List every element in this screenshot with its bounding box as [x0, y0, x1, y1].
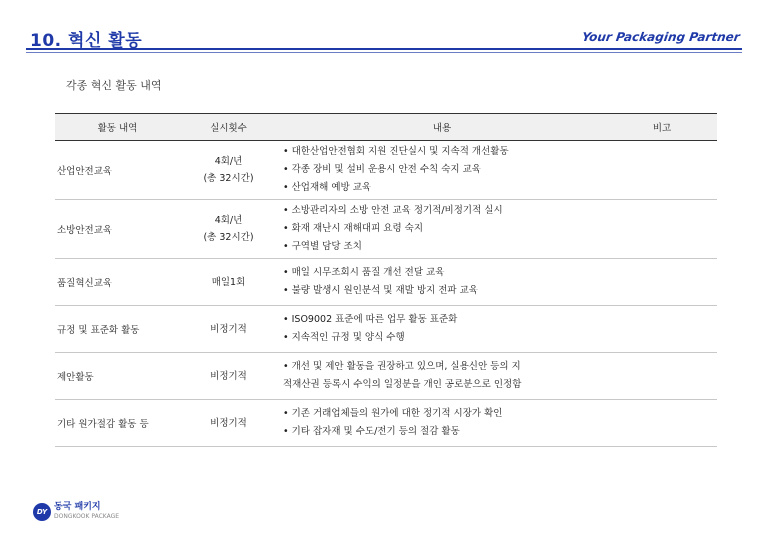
activity-cell: 품질혁신교육	[55, 259, 180, 306]
content-item: 적재산권 등록시 수익의 일정분을 개인 공로분으로 인정함	[283, 379, 522, 390]
activity-cell: 산업안전교육	[55, 141, 180, 200]
table-row	[55, 259, 717, 306]
column-header-note: 비고	[607, 114, 717, 141]
frequency-line: 매일1회	[211, 276, 246, 288]
content-cell	[277, 306, 607, 353]
activity-cell: 기타 원가절감 활동 등	[55, 400, 180, 447]
column-header-frequency: 실시횟수	[180, 114, 277, 141]
column-header-content: 내용	[277, 114, 607, 141]
content-cell	[277, 200, 607, 259]
note-cell	[607, 141, 717, 200]
content-cell	[277, 353, 607, 400]
content-item: • 매일 시무조회시 품질 개선 전달 교육	[283, 264, 607, 282]
content-item: • ISO9002 표준에 따른 업무 활동 표준화	[283, 311, 607, 329]
logo-text	[54, 503, 119, 521]
frequency-line: (총 32시간)	[203, 232, 254, 243]
note-cell	[607, 400, 717, 447]
note-cell	[607, 200, 717, 259]
activity-cell: 제안활동	[55, 353, 180, 400]
frequency-cell	[180, 200, 277, 259]
note-cell	[607, 259, 717, 306]
innovation-activities-table	[55, 113, 717, 447]
table-row	[55, 306, 717, 353]
table-row	[55, 353, 717, 400]
logo-name: 동국 패키지	[54, 502, 101, 512]
frequency-cell	[180, 353, 277, 400]
frequency-line: 비정기적	[210, 370, 247, 382]
content-item: • 화재 재난시 재해대피 요령 숙지	[283, 220, 607, 238]
frequency-cell	[180, 306, 277, 353]
title-divider	[26, 48, 742, 50]
content-item: • 개선 및 제안 활동을 권장하고 있으며, 실용신안 등의 지	[283, 358, 607, 376]
company-logo	[33, 503, 119, 521]
logo-mark-icon: DY	[33, 503, 51, 521]
note-cell	[607, 353, 717, 400]
content-item: • 산업재해 예방 교육	[283, 179, 607, 197]
section-label: 각종 혁신 활동 내역	[66, 79, 162, 92]
frequency-cell	[180, 141, 277, 200]
activity-cell: 규정 및 표준화 활동	[55, 306, 180, 353]
content-item: • 대한산업안전협회 지원 진단실시 및 지속적 개선활동	[283, 143, 607, 161]
content-item: • 소방관리자의 소방 안전 교육 정기적/비정기적 실시	[283, 202, 607, 220]
content-cell	[277, 259, 607, 306]
logo-subtitle: DONGKOOK PACKAGE	[54, 513, 120, 520]
table-row	[55, 200, 717, 259]
content-cell	[277, 141, 607, 200]
content-item: • 기존 거래업체들의 원가에 대한 정기적 시장가 확인	[283, 405, 607, 423]
frequency-line: 4회/년	[214, 215, 243, 226]
content-item: • 불량 발생시 원인분석 및 재발 방지 전파 교육	[283, 282, 607, 300]
content-cell	[277, 400, 607, 447]
content-item: • 기타 잡자재 및 수도/전기 등의 절감 활동	[283, 423, 607, 441]
table-row	[55, 400, 717, 447]
frequency-line: 비정기적	[210, 417, 247, 429]
content-item: • 구역별 담당 조치	[283, 238, 607, 256]
frequency-cell	[180, 400, 277, 447]
activity-cell: 소방안전교육	[55, 200, 180, 259]
page-title: 10. 혁신 활동	[30, 31, 143, 51]
frequency-line: 4회/년	[214, 156, 243, 167]
table-header-row	[55, 114, 717, 141]
frequency-cell	[180, 259, 277, 306]
frequency-line: 비정기적	[210, 323, 247, 335]
content-item: • 지속적인 규정 및 양식 수행	[283, 329, 607, 347]
title-divider-thin	[26, 52, 742, 53]
company-tagline: Your Packaging Partner	[581, 30, 741, 44]
content-item: • 각종 장비 및 설비 운용시 안전 수칙 숙지 교육	[283, 161, 607, 179]
note-cell	[607, 306, 717, 353]
frequency-line: (총 32시간)	[203, 173, 254, 184]
table-row	[55, 141, 717, 200]
column-header-activity: 활동 내역	[55, 114, 180, 141]
